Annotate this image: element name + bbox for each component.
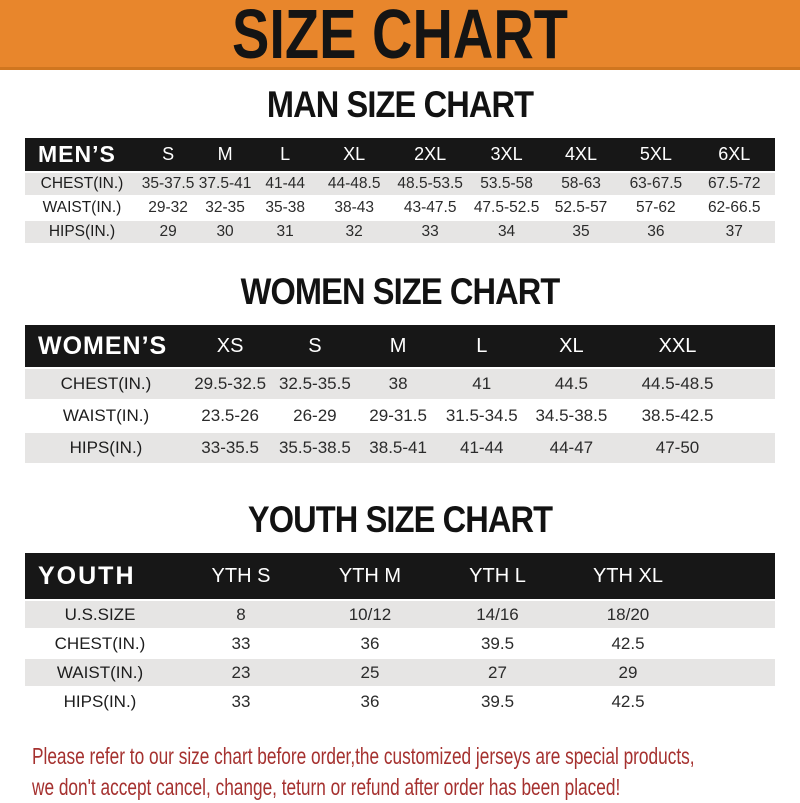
size-cell: 44.5-48.5 — [619, 369, 736, 399]
table-row — [25, 221, 775, 243]
size-chart-section — [0, 84, 800, 245]
size-cell: 52.5-57 — [544, 197, 618, 219]
size-cell: 42.5 — [562, 630, 694, 657]
size-cell: 32 — [317, 221, 391, 243]
section-title: MAN SIZE CHART — [266, 84, 534, 125]
size-cell: 29 — [139, 221, 197, 243]
column-header-spacer — [694, 553, 775, 599]
column-header: L — [253, 138, 317, 171]
column-header: XXL — [619, 325, 736, 367]
section-title: YOUTH SIZE CHART — [247, 499, 553, 540]
size-cell: 32.5-35.5 — [273, 369, 356, 399]
size-cell: 33 — [175, 688, 307, 715]
charts-container — [0, 84, 800, 717]
table-header-row — [25, 325, 775, 367]
column-header: 2XL — [391, 138, 469, 171]
size-cell: 44-47 — [524, 433, 619, 463]
table-header-label: WOMEN’S — [25, 325, 187, 367]
row-label: WAIST(IN.) — [25, 197, 139, 219]
size-cell: 29 — [562, 659, 694, 686]
size-cell: 23 — [175, 659, 307, 686]
size-cell: 36 — [618, 221, 693, 243]
size-cell: 36 — [307, 688, 433, 715]
row-label: HIPS(IN.) — [25, 688, 175, 715]
size-cell: 42.5 — [562, 688, 694, 715]
size-cell: 31.5-34.5 — [440, 401, 524, 431]
size-cell: 33-35.5 — [187, 433, 273, 463]
column-header: YTH S — [175, 553, 307, 599]
table-row — [25, 401, 775, 431]
table-row — [25, 601, 775, 628]
column-header: 5XL — [618, 138, 693, 171]
table-header-label: YOUTH — [25, 553, 175, 599]
table-header-label: MEN’S — [25, 138, 139, 171]
size-cell: 23.5-26 — [187, 401, 273, 431]
size-cell: 33 — [391, 221, 469, 243]
size-cell: 53.5-58 — [469, 173, 543, 195]
row-label: HIPS(IN.) — [25, 221, 139, 243]
table-row — [25, 630, 775, 657]
column-header: S — [139, 138, 197, 171]
size-cell: 35 — [544, 221, 618, 243]
column-header: S — [273, 325, 356, 367]
size-cell: 10/12 — [307, 601, 433, 628]
size-cell: 35-38 — [253, 197, 317, 219]
size-chart-section — [0, 271, 800, 465]
size-cell: 36 — [307, 630, 433, 657]
column-header: 6XL — [693, 138, 775, 171]
size-cell: 35-37.5 — [139, 173, 197, 195]
column-header: 3XL — [469, 138, 543, 171]
size-table — [25, 551, 775, 717]
column-header: XL — [317, 138, 391, 171]
disclaimer-line-2: we don't accept cancel, change, teturn or refund after order has been placed! — [32, 774, 621, 800]
size-cell: 38 — [357, 369, 440, 399]
size-cell: 33 — [175, 630, 307, 657]
size-cell-spacer — [694, 630, 775, 657]
size-cell: 29-31.5 — [357, 401, 440, 431]
size-cell: 34 — [469, 221, 543, 243]
size-cell: 47-50 — [619, 433, 736, 463]
column-header: YTH L — [433, 553, 562, 599]
row-label: U.S.SIZE — [25, 601, 175, 628]
column-header: M — [357, 325, 440, 367]
table-row — [25, 369, 775, 399]
disclaimer-line-1: Please refer to our size chart before order,the customized jerseys are special products, — [32, 743, 695, 769]
column-header: XL — [524, 325, 619, 367]
row-label: WAIST(IN.) — [25, 401, 187, 431]
column-header-spacer — [736, 325, 775, 367]
size-cell: 63-67.5 — [618, 173, 693, 195]
table-row — [25, 433, 775, 463]
size-cell: 27 — [433, 659, 562, 686]
size-cell: 41-44 — [253, 173, 317, 195]
size-cell: 30 — [197, 221, 253, 243]
row-label: CHEST(IN.) — [25, 173, 139, 195]
size-cell: 37.5-41 — [197, 173, 253, 195]
size-table — [25, 323, 775, 465]
size-table — [25, 136, 775, 245]
size-cell: 41-44 — [440, 433, 524, 463]
row-label: WAIST(IN.) — [25, 659, 175, 686]
size-cell-spacer — [736, 433, 775, 463]
banner-title: SIZE CHART — [232, 0, 568, 73]
size-cell: 29.5-32.5 — [187, 369, 273, 399]
section-title: WOMEN SIZE CHART — [240, 271, 560, 312]
column-header: YTH XL — [562, 553, 694, 599]
size-cell: 41 — [440, 369, 524, 399]
column-header: YTH M — [307, 553, 433, 599]
size-cell: 29-32 — [139, 197, 197, 219]
table-row — [25, 173, 775, 195]
disclaimer — [32, 741, 800, 803]
size-cell: 38.5-41 — [357, 433, 440, 463]
size-cell: 39.5 — [433, 630, 562, 657]
table-row — [25, 659, 775, 686]
table-row — [25, 197, 775, 219]
size-cell: 48.5-53.5 — [391, 173, 469, 195]
column-header: XS — [187, 325, 273, 367]
row-label: CHEST(IN.) — [25, 630, 175, 657]
column-header: L — [440, 325, 524, 367]
size-cell: 32-35 — [197, 197, 253, 219]
size-cell-spacer — [694, 659, 775, 686]
size-cell: 35.5-38.5 — [273, 433, 356, 463]
size-cell-spacer — [736, 401, 775, 431]
size-cell: 47.5-52.5 — [469, 197, 543, 219]
size-cell: 37 — [693, 221, 775, 243]
size-cell: 38-43 — [317, 197, 391, 219]
size-cell: 34.5-38.5 — [524, 401, 619, 431]
column-header: 4XL — [544, 138, 618, 171]
size-cell: 58-63 — [544, 173, 618, 195]
size-cell: 43-47.5 — [391, 197, 469, 219]
size-cell: 25 — [307, 659, 433, 686]
size-cell-spacer — [694, 601, 775, 628]
size-cell: 57-62 — [618, 197, 693, 219]
size-cell: 44.5 — [524, 369, 619, 399]
size-cell: 26-29 — [273, 401, 356, 431]
size-cell: 31 — [253, 221, 317, 243]
size-cell: 38.5-42.5 — [619, 401, 736, 431]
size-cell: 18/20 — [562, 601, 694, 628]
banner — [0, 0, 800, 73]
size-cell: 44-48.5 — [317, 173, 391, 195]
size-chart-section — [0, 499, 800, 717]
size-cell: 67.5-72 — [693, 173, 775, 195]
column-header: M — [197, 138, 253, 171]
row-label: CHEST(IN.) — [25, 369, 187, 399]
row-label: HIPS(IN.) — [25, 433, 187, 463]
size-cell: 39.5 — [433, 688, 562, 715]
size-cell: 14/16 — [433, 601, 562, 628]
size-cell-spacer — [694, 688, 775, 715]
table-header-row — [25, 553, 775, 599]
size-cell: 62-66.5 — [693, 197, 775, 219]
table-header-row — [25, 138, 775, 171]
size-cell-spacer — [736, 369, 775, 399]
size-cell: 8 — [175, 601, 307, 628]
table-row — [25, 688, 775, 715]
